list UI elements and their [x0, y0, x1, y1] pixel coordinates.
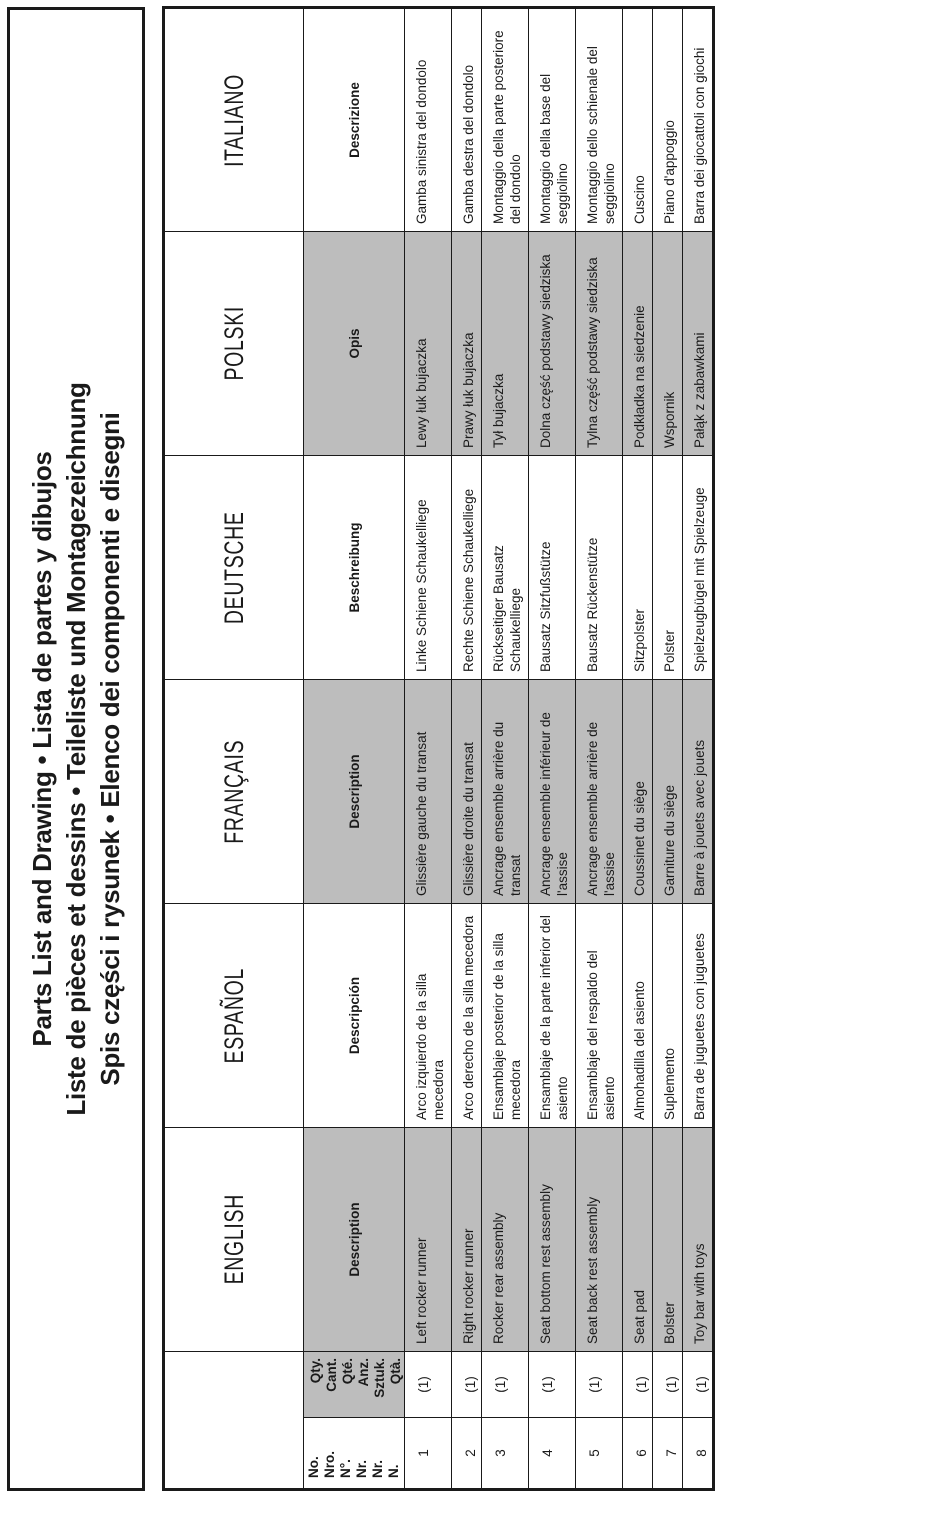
part-quantity: (1) [452, 1352, 482, 1418]
part-description-cell: Podkładka na siedzenie [623, 232, 653, 456]
part-description-cell: Glissière gauche du transat [405, 680, 452, 904]
part-description-cell: Pałąk z zabawkami [683, 232, 714, 456]
part-description-cell: Cuscino [623, 8, 653, 232]
part-description-cell: Seat bottom rest assembly [529, 1128, 576, 1352]
part-description-cell: Suplemento [653, 904, 683, 1128]
part-description-cell: Prawy łuk bujaczka [452, 232, 482, 456]
table-row [653, 8, 683, 1490]
part-number: 8 [683, 1418, 714, 1490]
part-number: 1 [405, 1418, 452, 1490]
lang-deutsche: DEUTSCHE [164, 456, 304, 680]
part-description-cell: Linke Schiene Schaukelliege [405, 456, 452, 680]
part-description-cell: Ancrage ensemble inférieur de l'assise [529, 680, 576, 904]
document-title [25, 19, 127, 1479]
part-description-cell: Barre à jouets avec jouets [683, 680, 714, 904]
table-row [529, 8, 576, 1490]
part-description-cell: Gamba destra del dondolo [452, 8, 482, 232]
description-header-pl: Opis [304, 232, 405, 456]
parts-table [162, 6, 715, 1491]
table-row [452, 8, 482, 1490]
part-description-cell: Ancrage ensemble arrière du transat [482, 680, 529, 904]
part-quantity: (1) [482, 1352, 529, 1418]
lang-francais: FRANÇAIS [164, 680, 304, 904]
parts-table-container [162, 6, 714, 1491]
part-description-cell: Tylna część podstawy siedziska [576, 232, 623, 456]
blank-corner [164, 1352, 304, 1490]
part-description-cell: Seat pad [623, 1128, 653, 1352]
part-description-cell: Coussinet du siège [623, 680, 653, 904]
part-number: 7 [653, 1418, 683, 1490]
part-description-cell: Gamba sinistra del dondolo [405, 8, 452, 232]
part-description-cell: Arco izquierdo de la silla mecedora [405, 904, 452, 1128]
part-description-cell: Spielzeugbügel mit Spielzeuge [683, 456, 714, 680]
part-description-cell: Right rocker runner [452, 1128, 482, 1352]
part-description-cell: Bausatz Rückenstütze [576, 456, 623, 680]
part-quantity: (1) [653, 1352, 683, 1418]
language-header-row [164, 8, 304, 1490]
title-line-3: Spis części i rysunek • Elenco dei componenti e disegni [95, 412, 125, 1086]
title-line-1: Parts List and Drawing • Lista de partes y dibujos [27, 451, 57, 1047]
part-description-cell: Ensamblaje de la parte inferior del asiento [529, 904, 576, 1128]
part-number: 6 [623, 1418, 653, 1490]
lang-italiano: ITALIANO [164, 8, 304, 232]
part-description-cell: Toy bar with toys [683, 1128, 714, 1352]
part-description-cell: Rocker rear assembly [482, 1128, 529, 1352]
part-quantity: (1) [683, 1352, 714, 1418]
part-description-cell: Barra dei giocattoli con giochi [683, 8, 714, 232]
part-description-cell: Glissière droite du transat [452, 680, 482, 904]
part-description-cell: Montaggio della base del seggiolino [529, 8, 576, 232]
table-row [405, 8, 452, 1490]
part-description-cell: Barra de juguetes con juguetes [683, 904, 714, 1128]
part-description-cell: Seat back rest assembly [576, 1128, 623, 1352]
title-box [7, 7, 145, 1491]
part-description-cell: Bausatz Sitzfußstütze [529, 456, 576, 680]
part-description-cell: Left rocker runner [405, 1128, 452, 1352]
lang-polski: POLSKI [164, 232, 304, 456]
lang-english: ENGLISH [164, 1128, 304, 1352]
part-number: 3 [482, 1418, 529, 1490]
title-line-2: Liste de pièces et dessins • Teileliste und Montagezeichnung [61, 382, 91, 1116]
part-number: 2 [452, 1418, 482, 1490]
description-header-fr: Description [304, 680, 405, 904]
part-description-cell: Montaggio della parte posteriore del dondolo [482, 8, 529, 232]
part-description-cell: Garniture du siège [653, 680, 683, 904]
part-description-cell: Piano d'appoggio [653, 8, 683, 232]
part-description-cell: Tył bujaczka [482, 232, 529, 456]
part-description-cell: Rückseitiger Bausatz Schaukelliege [482, 456, 529, 680]
part-description-cell: Ensamblaje posterior de la silla mecedora [482, 904, 529, 1128]
part-description-cell: Montaggio dello schienale del seggiolino [576, 8, 623, 232]
part-description-cell: Dolna część podstawy siedziska [529, 232, 576, 456]
part-quantity: (1) [405, 1352, 452, 1418]
part-description-cell: Lewy łuk bujaczka [405, 232, 452, 456]
part-quantity: (1) [576, 1352, 623, 1418]
part-number: 5 [576, 1418, 623, 1490]
column-header-row [304, 8, 405, 1490]
part-description-cell: Almohadilla del asiento [623, 904, 653, 1128]
part-number: 4 [529, 1418, 576, 1490]
description-header-it: Descrizione [304, 8, 405, 232]
part-quantity: (1) [529, 1352, 576, 1418]
number-header: No. Nro. N°. Nr. Nr. N. [304, 1418, 405, 1490]
description-header-es: Descripción [304, 904, 405, 1128]
table-row [576, 8, 623, 1490]
description-header-en: Description [304, 1128, 405, 1352]
table-row [482, 8, 529, 1490]
part-description-cell: Sitzpolster [623, 456, 653, 680]
lang-espanol: ESPAÑOL [164, 904, 304, 1128]
quantity-header: Qty. Cant. Qté. Anz. Sztuk. Qtà. [304, 1352, 405, 1418]
part-description-cell: Polster [653, 456, 683, 680]
table-row [623, 8, 653, 1490]
part-description-cell: Rechte Schiene Schaukelliege [452, 456, 482, 680]
part-description-cell: Ensamblaje del respaldo del asiento [576, 904, 623, 1128]
table-row [683, 8, 714, 1490]
description-header-de: Beschreibung [304, 456, 405, 680]
part-description-cell: Wspornik [653, 232, 683, 456]
part-description-cell: Bolster [653, 1128, 683, 1352]
part-description-cell: Arco derecho de la silla mecedora [452, 904, 482, 1128]
part-description-cell: Ancrage ensemble arrière de l'assise [576, 680, 623, 904]
part-quantity: (1) [623, 1352, 653, 1418]
